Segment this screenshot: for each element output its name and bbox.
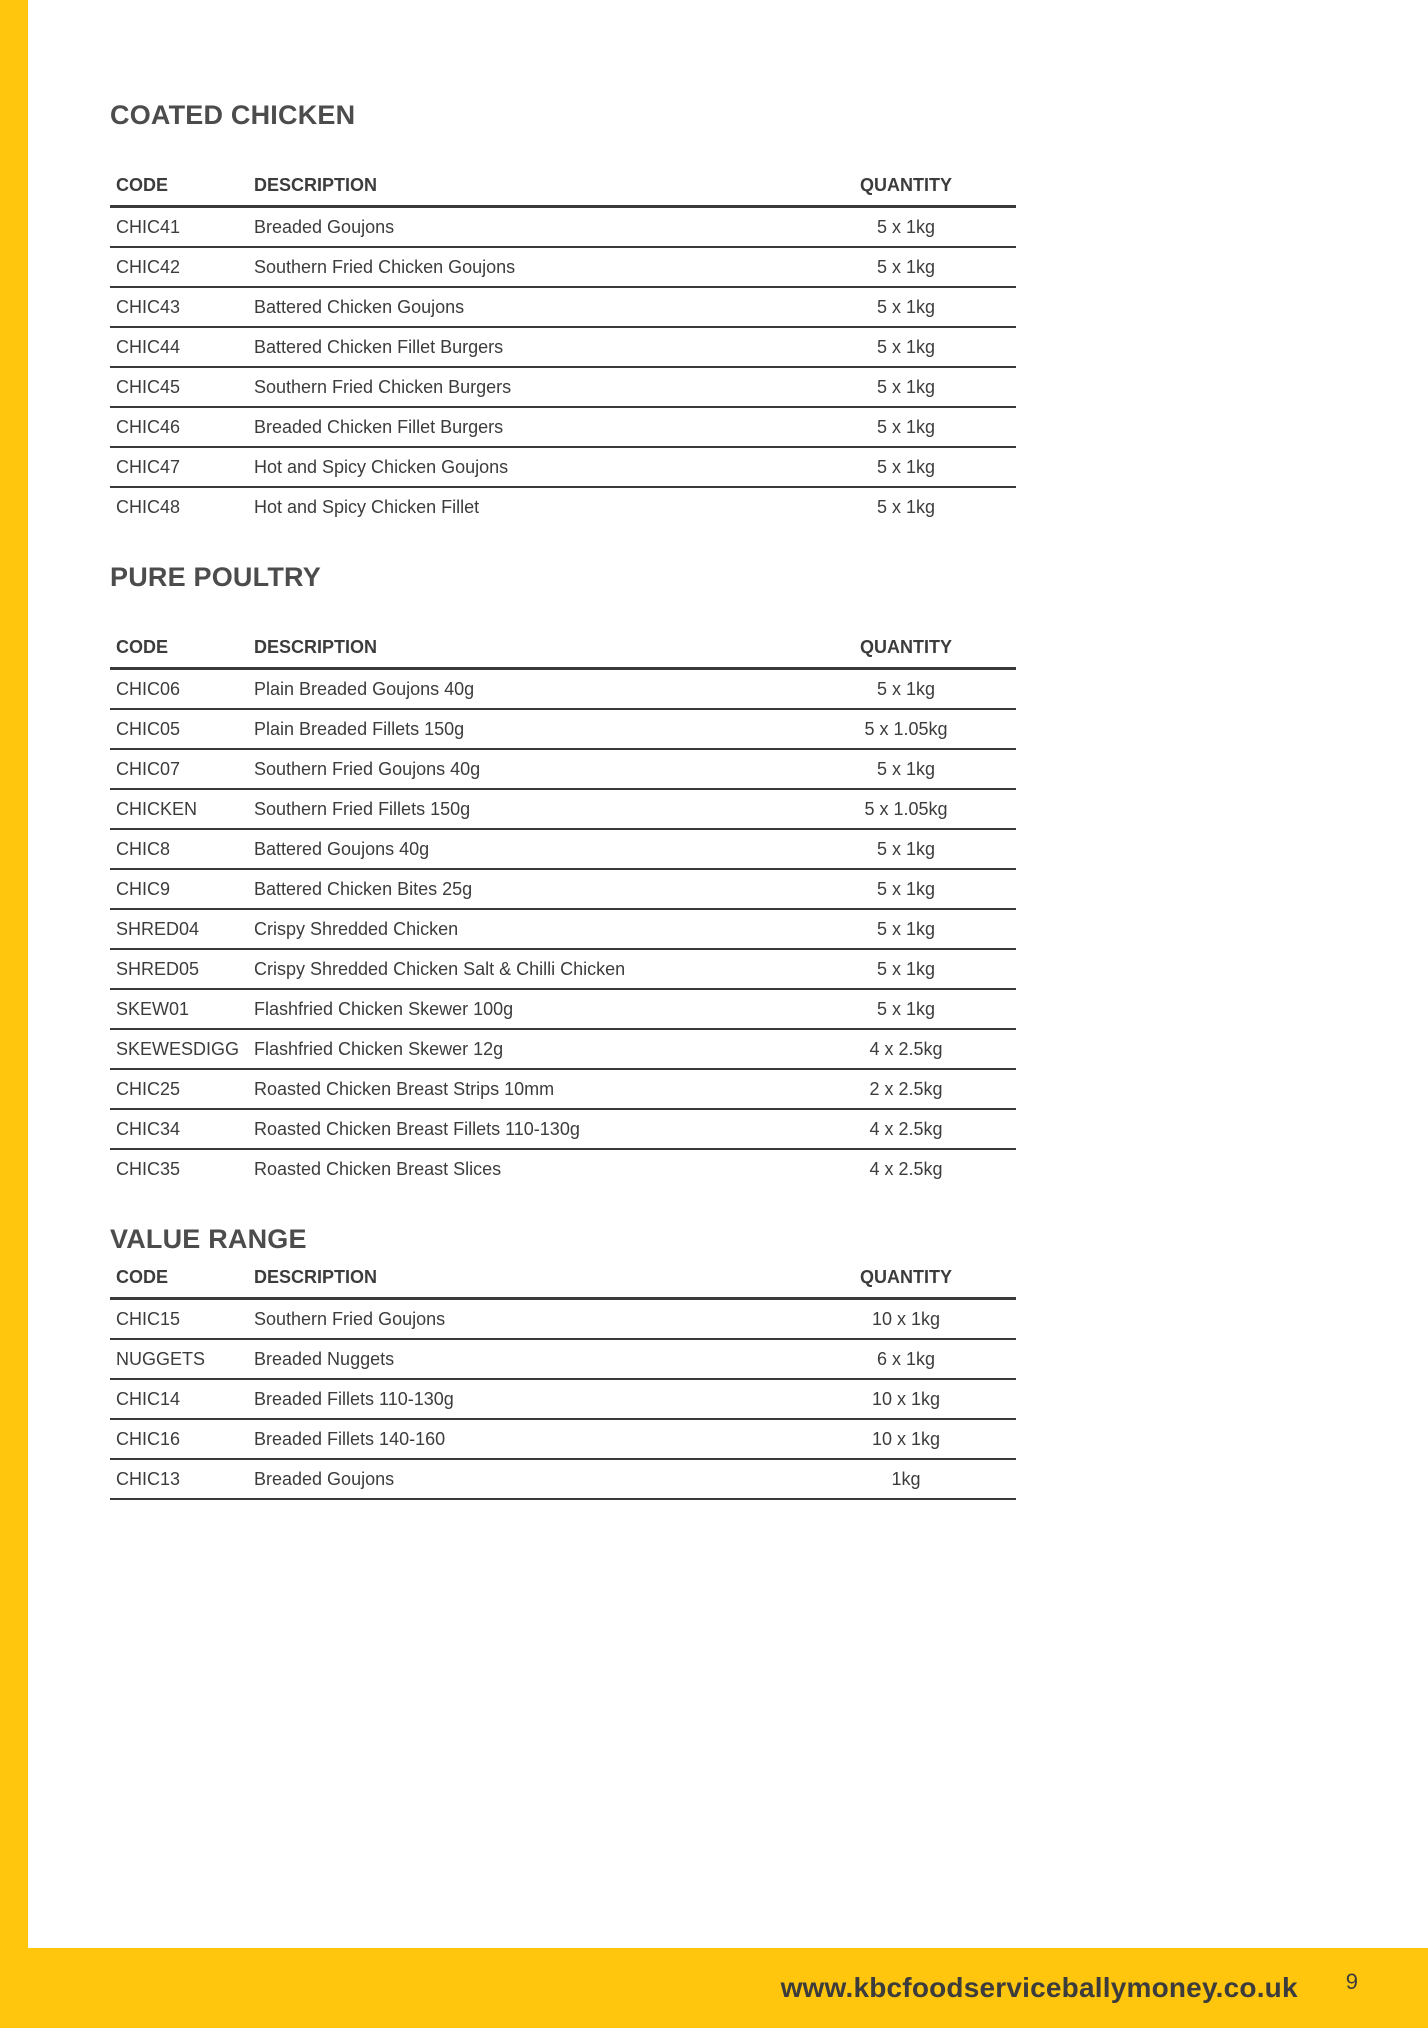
quantity-cell: 6 x 1kg xyxy=(796,1339,1016,1379)
description-cell: Flashfried Chicken Skewer 100g xyxy=(244,989,796,1029)
description-cell: Battered Chicken Goujons xyxy=(244,287,796,327)
code-column-header: CODE xyxy=(110,171,244,207)
table-row xyxy=(110,1419,1016,1459)
description-cell: Hot and Spicy Chicken Goujons xyxy=(244,447,796,487)
code-cell: SKEW01 xyxy=(110,989,244,1029)
code-cell: CHIC16 xyxy=(110,1419,244,1459)
table-row xyxy=(110,829,1016,869)
product-table xyxy=(110,171,1016,526)
code-cell: CHIC34 xyxy=(110,1109,244,1149)
description-cell: Breaded Fillets 110-130g xyxy=(244,1379,796,1419)
code-cell: CHIC47 xyxy=(110,447,244,487)
table-row xyxy=(110,909,1016,949)
code-cell: CHIC05 xyxy=(110,709,244,749)
quantity-cell: 5 x 1kg xyxy=(796,829,1016,869)
section-title: PURE POULTRY xyxy=(110,562,321,592)
description-cell: Roasted Chicken Breast Fillets 110-130g xyxy=(244,1109,796,1149)
quantity-cell: 5 x 1kg xyxy=(876,497,936,517)
table-row xyxy=(110,367,1016,407)
section-pure-poultry xyxy=(110,562,1000,1188)
quantity-cell: 5 x 1kg xyxy=(796,949,1016,989)
section-value-range xyxy=(110,1224,1000,1500)
description-cell: Southern Fried Goujons 40g xyxy=(244,749,796,789)
quantity-cell: 1kg xyxy=(796,1459,1016,1499)
table-header xyxy=(110,1263,1016,1299)
description-cell: Plain Breaded Goujons 40g xyxy=(244,669,796,710)
code-cell: NUGGETS xyxy=(110,1339,244,1379)
section-title: COATED CHICKEN xyxy=(110,100,356,130)
code-cell: CHIC07 xyxy=(110,749,244,789)
description-cell: Crispy Shredded Chicken xyxy=(244,909,796,949)
quantity-cell: 5 x 1kg xyxy=(796,869,1016,909)
code-cell: CHIC25 xyxy=(110,1069,244,1109)
table-row xyxy=(110,669,1016,710)
quantity-cell: 5 x 1kg xyxy=(796,749,1016,789)
quantity-cell: 10 x 1kg xyxy=(796,1419,1016,1459)
table-row xyxy=(110,1339,1016,1379)
code-cell: SHRED05 xyxy=(110,949,244,989)
description-cell: Roasted Chicken Breast Strips 10mm xyxy=(244,1069,796,1109)
table-row xyxy=(110,207,1016,248)
table-row xyxy=(110,1459,1016,1499)
description-cell: Southern Fried Fillets 150g xyxy=(244,789,796,829)
quantity-cell: 5 x 1kg xyxy=(796,989,1016,1029)
table-row xyxy=(110,869,1016,909)
quantity-cell: 5 x 1kg xyxy=(796,247,1016,287)
code-cell: CHIC48 xyxy=(116,497,181,517)
description-cell: Battered Chicken Fillet Burgers xyxy=(244,327,796,367)
footer-bar xyxy=(0,1948,1428,2028)
header-row xyxy=(110,171,1016,207)
quantity-cell: 10 x 1kg xyxy=(796,1299,1016,1340)
description-cell: Southern Fried Chicken Goujons xyxy=(244,247,796,287)
code-cell: CHIC14 xyxy=(110,1379,244,1419)
table-row xyxy=(110,709,1016,749)
quantity-cell: 2 x 2.5kg xyxy=(796,1069,1016,1109)
quantity-cell: 5 x 1kg xyxy=(796,327,1016,367)
code-cell: CHIC45 xyxy=(110,367,244,407)
table-row xyxy=(110,247,1016,287)
table-body xyxy=(110,669,1016,1189)
page-content xyxy=(110,100,1000,1500)
header-row xyxy=(110,1263,1016,1299)
table-row xyxy=(110,447,1016,487)
table-row xyxy=(110,1109,1016,1149)
table-row xyxy=(110,287,1016,327)
quantity-cell: 5 x 1kg xyxy=(796,669,1016,710)
product-table xyxy=(110,633,1016,1188)
table-row xyxy=(110,1029,1016,1069)
quantity-cell: 4 x 2.5kg xyxy=(796,1029,1016,1069)
code-cell: CHIC35 xyxy=(116,1159,181,1179)
quantity-cell: 5 x 1kg xyxy=(796,407,1016,447)
table-header xyxy=(110,633,1016,669)
description-cell: Breaded Goujons xyxy=(244,207,796,248)
code-cell: CHIC06 xyxy=(110,669,244,710)
description-cell: Battered Goujons 40g xyxy=(244,829,796,869)
quantity-column-header: QUANTITY xyxy=(796,1263,1016,1299)
code-column-header: CODE xyxy=(110,1263,244,1299)
description-cell: Southern Fried Chicken Burgers xyxy=(244,367,796,407)
code-cell: CHIC42 xyxy=(110,247,244,287)
quantity-cell: 4 x 2.5kg xyxy=(796,1109,1016,1149)
table-row xyxy=(110,1149,1016,1188)
table-row xyxy=(110,1299,1016,1340)
table-row xyxy=(110,327,1016,367)
quantity-cell: 5 x 1kg xyxy=(796,367,1016,407)
code-cell: CHICKEN xyxy=(110,789,244,829)
code-cell: SHRED04 xyxy=(110,909,244,949)
footer-website-text: www.kbcfoodserviceballymoney.co.uk xyxy=(780,1972,1298,2003)
quantity-cell: 5 x 1kg xyxy=(796,447,1016,487)
description-cell: Breaded Chicken Fillet Burgers xyxy=(244,407,796,447)
description-cell: Southern Fried Goujons xyxy=(244,1299,796,1340)
table-row xyxy=(110,989,1016,1029)
table-body xyxy=(110,207,1016,527)
code-cell: CHIC13 xyxy=(110,1459,244,1499)
description-cell: Plain Breaded Fillets 150g xyxy=(244,709,796,749)
product-table xyxy=(110,1263,1016,1500)
table-row xyxy=(110,749,1016,789)
left-accent-stripe xyxy=(0,0,28,2028)
quantity-cell: 5 x 1.05kg xyxy=(796,709,1016,749)
table-row xyxy=(110,949,1016,989)
description-cell: Roasted Chicken Breast Slices xyxy=(254,1159,502,1179)
table-row xyxy=(110,1069,1016,1109)
quantity-cell: 5 x 1.05kg xyxy=(796,789,1016,829)
code-column-header: CODE xyxy=(110,633,244,669)
table-row xyxy=(110,1379,1016,1419)
table-row xyxy=(110,789,1016,829)
description-column-header: DESCRIPTION xyxy=(244,1263,796,1299)
code-cell: CHIC41 xyxy=(110,207,244,248)
description-cell: Breaded Nuggets xyxy=(244,1339,796,1379)
quantity-column-header: QUANTITY xyxy=(796,171,1016,207)
code-cell: CHIC8 xyxy=(110,829,244,869)
code-cell: CHIC43 xyxy=(110,287,244,327)
code-cell: SKEWESDIGG xyxy=(110,1029,244,1069)
code-cell: CHIC9 xyxy=(110,869,244,909)
table-header xyxy=(110,171,1016,207)
code-cell: CHIC44 xyxy=(110,327,244,367)
table-body xyxy=(110,1299,1016,1500)
table-row xyxy=(110,487,1016,526)
section-coated-chicken xyxy=(110,100,1000,526)
description-column-header: DESCRIPTION xyxy=(244,633,796,669)
description-column-header: DESCRIPTION xyxy=(244,171,796,207)
code-cell: CHIC15 xyxy=(110,1299,244,1340)
page-number: 9 xyxy=(1345,1969,1358,1994)
description-cell: Breaded Fillets 140-160 xyxy=(244,1419,796,1459)
description-cell: Breaded Goujons xyxy=(244,1459,796,1499)
header-row xyxy=(110,633,1016,669)
code-cell: CHIC46 xyxy=(110,407,244,447)
section-title: VALUE RANGE xyxy=(110,1224,307,1254)
table-row xyxy=(110,407,1016,447)
description-cell: Battered Chicken Bites 25g xyxy=(244,869,796,909)
description-cell: Crispy Shredded Chicken Salt & Chilli Chicken xyxy=(244,949,796,989)
quantity-cell: 5 x 1kg xyxy=(796,207,1016,248)
quantity-column-header: QUANTITY xyxy=(796,633,1016,669)
quantity-cell: 4 x 2.5kg xyxy=(869,1159,943,1179)
quantity-cell: 10 x 1kg xyxy=(796,1379,1016,1419)
quantity-cell: 5 x 1kg xyxy=(796,287,1016,327)
quantity-cell: 5 x 1kg xyxy=(796,909,1016,949)
description-cell: Flashfried Chicken Skewer 12g xyxy=(244,1029,796,1069)
description-cell: Hot and Spicy Chicken Fillet xyxy=(254,497,480,517)
